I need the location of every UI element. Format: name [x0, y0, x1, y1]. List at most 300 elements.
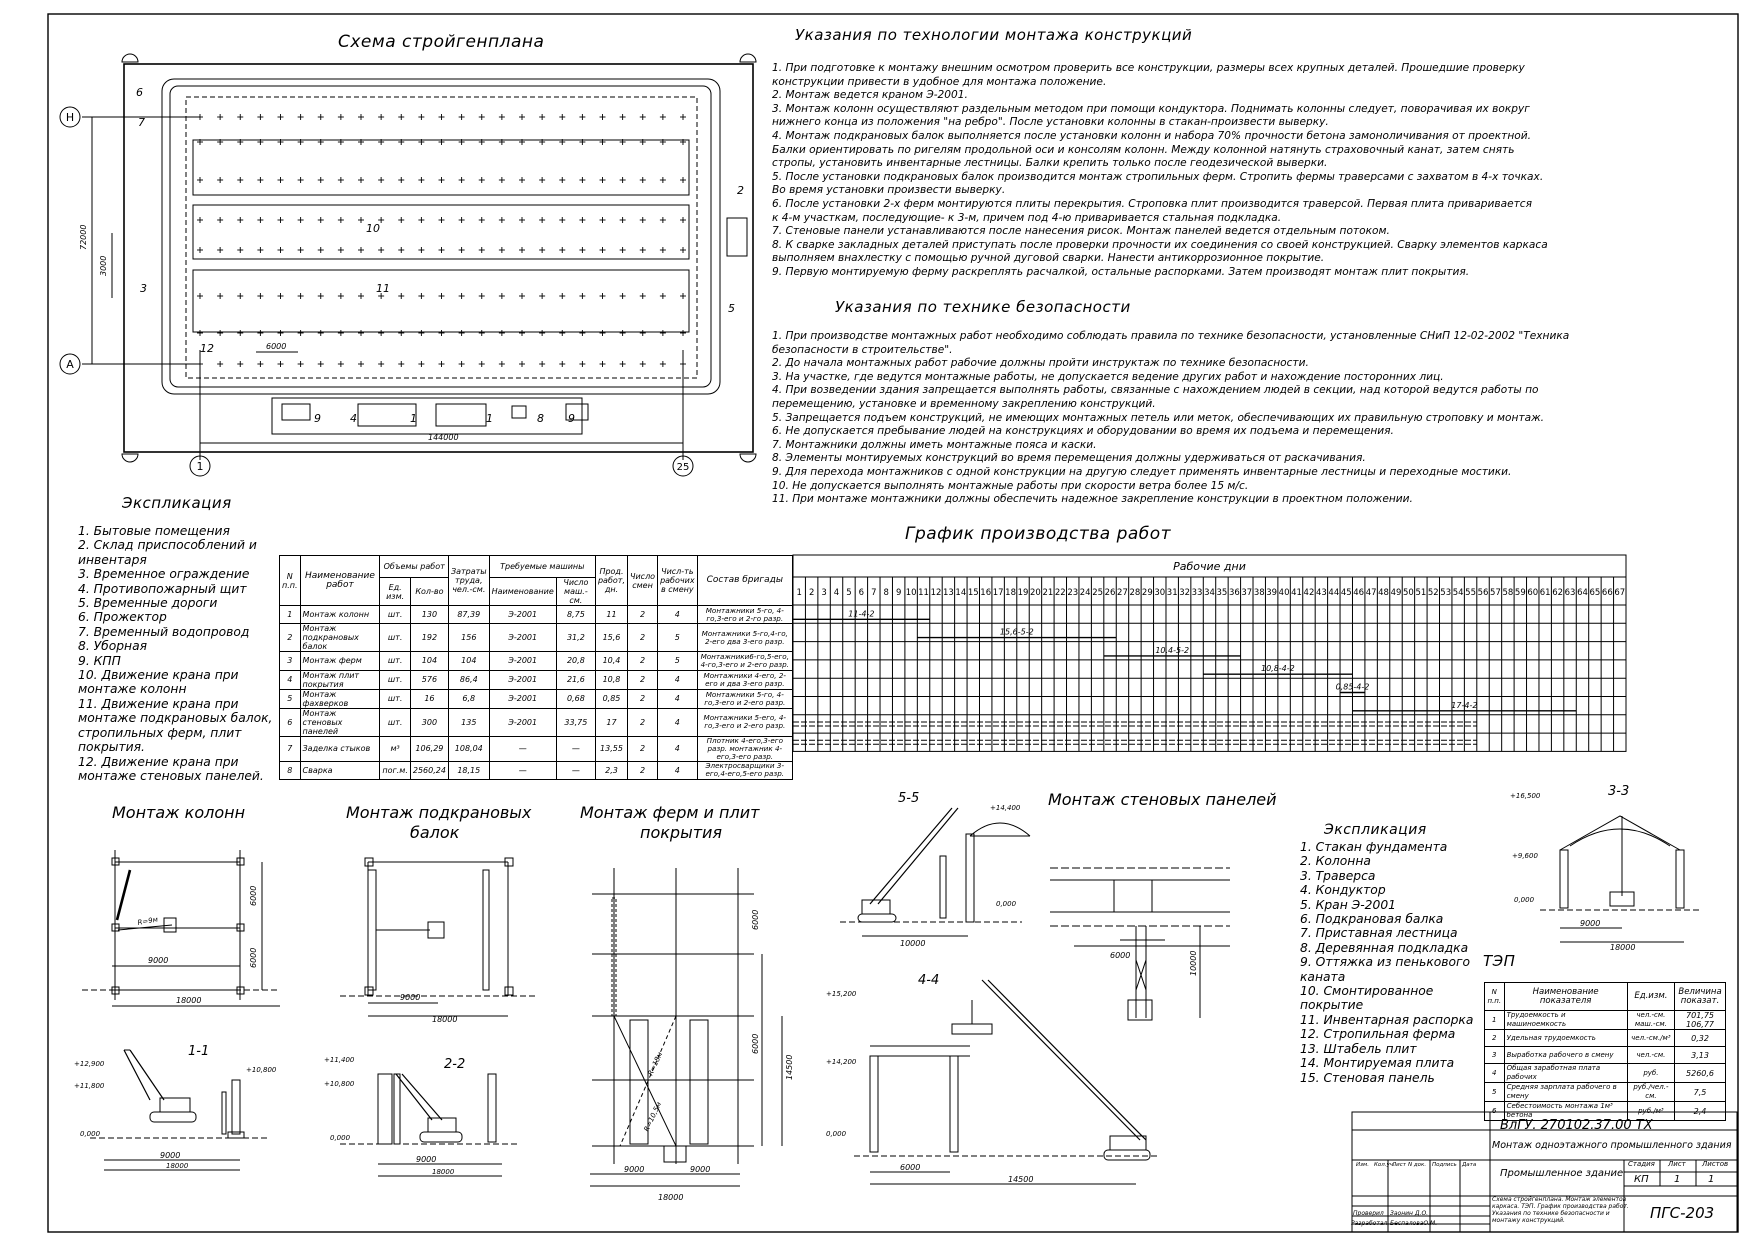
- gantt-day-label: 42: [1303, 588, 1315, 598]
- gantt-day-label: 65: [1589, 588, 1601, 598]
- safety-item: 9. Для перехода монтажников с одной конструкции на другую следует применять инвентарные лестницы и переходные мостики.: [772, 465, 1512, 478]
- site-callouts: [136, 86, 744, 425]
- hdr-qty: Кол-во: [410, 578, 448, 606]
- gantt-day-label: 21: [1042, 588, 1054, 598]
- title-block-code: ВлГУ. 270102.37.00 ТХ: [1500, 1118, 1653, 1133]
- schedule-cell-qty: 192: [410, 624, 448, 652]
- expl-site-item: 2. Склад приспособлений и: [78, 538, 257, 553]
- title-trusses-1: Монтаж ферм и плит: [580, 803, 760, 822]
- hdr-volume: Объемы работ: [380, 556, 449, 578]
- callout-label: 2: [737, 184, 744, 197]
- title-beams-2: балок: [410, 823, 460, 842]
- title-block-building: Промышленное здание: [1500, 1168, 1624, 1179]
- schedule-cell-brigade: Электросварщики 3-его,4-его,5-его разр.: [697, 761, 792, 779]
- tech-item: Во время установки произвести выверку.: [772, 184, 1006, 197]
- schedule-cell-brigade: Монтажники 5-го, 4-го,3-его и 2-го разр.: [697, 606, 792, 624]
- schedule-cell-labor: 86,4: [448, 670, 489, 689]
- gantt-day-label: 43: [1315, 588, 1327, 598]
- schedule-cell-name: Сварка: [300, 761, 380, 779]
- gantt-day-label: 18: [1005, 588, 1016, 598]
- title-block-stage-h: Стадия: [1628, 1160, 1655, 1168]
- schedule-cell-dur: 0,85: [595, 689, 627, 708]
- tep-cell-unit: руб./м³: [1627, 1102, 1674, 1121]
- tep-cell-name: Общая заработная плата рабочих: [1504, 1064, 1627, 1083]
- gantt-day-label: 63: [1564, 588, 1576, 598]
- gantt-day-label: 9: [895, 588, 902, 598]
- lvl-s33-0: 0,000: [1514, 896, 1535, 904]
- dim-72000: 72000: [79, 224, 88, 250]
- schedule-cell-brigade: Плотник 4-его,3-его разр. монтажник 4-его,3-его разр.: [697, 736, 792, 761]
- detail-walls: [1048, 790, 1277, 1020]
- gantt-bar-label: 10,8-4-2: [1260, 664, 1295, 674]
- tep-cell-value: 7,5: [1675, 1083, 1726, 1102]
- dim-3000: 3000: [99, 255, 108, 276]
- gantt-day-label: 6: [858, 588, 865, 598]
- schedule-cell-name: Монтаж подкрановых балок: [300, 624, 380, 652]
- expl-details-item: 3. Траверса: [1300, 868, 1376, 883]
- title-sec-1-1: 1-1: [188, 1044, 210, 1059]
- dim-truss-r10: R=10,5м: [642, 1100, 664, 1133]
- tep-cell-name: Трудоемкость и машиноемкость: [1504, 1011, 1627, 1030]
- gantt-workdays-label: Рабочие дни: [1173, 560, 1246, 573]
- schedule-cell-name: Монтаж ферм: [300, 652, 380, 670]
- dim-s11-9000: 9000: [160, 1151, 181, 1160]
- title-sec-3-3: 3-3: [1608, 784, 1630, 799]
- detail-section-2-2: [324, 1056, 520, 1176]
- dim-col-radius: R=9м: [136, 915, 159, 927]
- safety-item: 1. При производстве монтажных работ необходимо соблюдать правила по технике безопасности, установленные СНиП 12-02-2002 "Техника: [772, 330, 1570, 342]
- expl-details-item: 2. Колонна: [1300, 854, 1371, 869]
- schedule-cell-dur: 10,4: [595, 652, 627, 670]
- gantt-day-label: 2: [808, 588, 815, 598]
- tep-cell-n: 4: [1485, 1064, 1505, 1083]
- expl-site-item: 11. Движение крана при: [78, 696, 239, 711]
- gantt-day-label: 24: [1079, 588, 1091, 598]
- callout-label: 8: [537, 412, 544, 425]
- schedule-cell-brigade: Монтажники 5-го,4-го, 2-его два 3-его разр.: [697, 624, 792, 652]
- schedule-cell-workers: 5: [658, 652, 697, 670]
- gantt-day-label: 35: [1216, 588, 1228, 598]
- schedule-cell-machine: Э-2001: [489, 606, 556, 624]
- expl-details-item: 1. Стакан фундамента: [1300, 840, 1448, 854]
- site-plan-title: Схема стройгенплана: [338, 32, 545, 52]
- lvl-s22-11400: +11,400: [324, 1056, 355, 1064]
- title-block-sheets-h: Листов: [1702, 1160, 1729, 1168]
- title-columns: Монтаж колонн: [112, 803, 246, 822]
- gantt-day-label: 16: [980, 588, 992, 598]
- tech-item: Балки ориентировать по ригелям продольной оси и консолям колонн. Между колонной натянуть страховочный канат, затем снять: [772, 143, 1515, 156]
- temporary-road-outer: [162, 79, 720, 394]
- schedule-cell-qty: 2560,24: [410, 761, 448, 779]
- spotlight-icons: [122, 54, 756, 462]
- tep-hdr-unit: Ед.изм.: [1627, 983, 1674, 1011]
- expl-site-item: монтаже подкрановых балок,: [78, 711, 273, 726]
- schedule-cell-workers: 4: [658, 670, 697, 689]
- title-block-col-label: N док.: [1408, 1162, 1427, 1168]
- safety-item: 7. Монтажники должны иметь монтажные пояса и каски.: [772, 438, 1097, 451]
- gantt-day-label: 57: [1490, 588, 1501, 598]
- title-sec-5-5: 5-5: [898, 791, 920, 806]
- tep-cell-unit: чел.-см.: [1627, 1047, 1674, 1064]
- crane-route-11: [193, 205, 689, 259]
- schedule-cell-n: 3: [280, 652, 301, 670]
- warehouse-2: [727, 218, 747, 256]
- gantt-day-label: 67: [1614, 588, 1626, 598]
- gantt-day-label: 10: [905, 588, 917, 598]
- safety-item: 8. Элементы монтируемых конструкций во время перемещения должны удерживаться от раскачивания.: [772, 452, 1366, 465]
- schedule-cell-machine: Э-2001: [489, 652, 556, 670]
- tep-title: ТЭП: [1483, 952, 1516, 970]
- gantt-day-label: 22: [1054, 588, 1066, 598]
- schedule-cell-unit: шт.: [380, 624, 410, 652]
- gantt-day-label: 49: [1390, 588, 1402, 598]
- tech-item: 6. После установки 2-х ферм монтируются плиты перекрытия. Строповка плит производится траверсой. Первая плита приваривается: [772, 197, 1532, 210]
- dim-col-9000: 9000: [148, 956, 169, 965]
- schedule-title: График производства работ: [905, 524, 1172, 544]
- dim-truss-6000b: 6000: [751, 1033, 760, 1054]
- gantt-day-label: 66: [1601, 588, 1613, 598]
- callout-label: 4: [350, 412, 357, 425]
- title-block: [1352, 1112, 1737, 1232]
- crane-route-11b: [193, 270, 689, 332]
- schedule-cell-dur: 10,8: [595, 670, 627, 689]
- tep-cell-name: Средняя зарплата рабочего в смену: [1504, 1083, 1627, 1102]
- gantt-day-label: 29: [1141, 588, 1153, 598]
- dim-s33-18000: 18000: [1610, 943, 1636, 952]
- building-1-left: [358, 404, 416, 426]
- schedule-cell-qty: 300: [410, 708, 448, 736]
- gantt-day-label: 62: [1552, 588, 1564, 598]
- tep-cell-value: 701,75 106,77: [1675, 1011, 1726, 1030]
- schedule-cell-machine: Э-2001: [489, 670, 556, 689]
- lvl-s44-14200: +14,200: [826, 1058, 857, 1066]
- building-1-right: [436, 404, 486, 426]
- gantt-day-label: 59: [1514, 588, 1526, 598]
- lvl-s55-0: 0,000: [996, 900, 1017, 908]
- expl-details-item: 6. Подкрановая балка: [1300, 912, 1444, 927]
- schedule-cell-brigade: Монтажники 4-его, 2-его и два 3-его разр.: [697, 670, 792, 689]
- lvl-s55-14400: +14,400: [990, 804, 1021, 812]
- gantt-day-label: 4: [833, 588, 840, 598]
- dim-s22-9000: 9000: [416, 1155, 437, 1164]
- dim-truss-r18: R=18м: [646, 1050, 665, 1077]
- dim-s44-6000: 6000: [900, 1163, 921, 1172]
- tech-item: нижнего конца из положения "на ребро". После установки колонны в стакан-произвести выверку.: [772, 116, 1329, 129]
- gantt-day-label: 7: [871, 588, 877, 598]
- gantt-day-label: 54: [1452, 588, 1464, 598]
- schedule-cell-mach_shifts: 20,8: [556, 652, 595, 670]
- expl-site-item: покрытия.: [78, 740, 145, 755]
- title-beams-1: Монтаж подкрановых: [346, 803, 532, 822]
- title-block-col-label: Изм.: [1356, 1162, 1369, 1168]
- schedule-cell-mach_shifts: 31,2: [556, 624, 595, 652]
- schedule-cell-mach_shifts: 33,75: [556, 708, 595, 736]
- tep-cell-unit: руб./чел.-см.: [1627, 1083, 1674, 1102]
- schedule-cell-workers: 4: [658, 736, 697, 761]
- expl-site-item: 8. Уборная: [78, 639, 148, 654]
- schedule-cell-qty: 106,29: [410, 736, 448, 761]
- schedule-cell-n: 7: [280, 736, 301, 761]
- schedule-cell-dur: 17: [595, 708, 627, 736]
- schedule-cell-labor: 104: [448, 652, 489, 670]
- gantt-day-label: 15: [967, 588, 979, 598]
- gantt-day-label: 19: [1017, 588, 1029, 598]
- schedule-cell-shifts: 2: [627, 606, 657, 624]
- schedule-cell-dur: 2,3: [595, 761, 627, 779]
- gantt-bar-label: 15,6-5-2: [999, 627, 1034, 637]
- callout-label: 5: [728, 302, 735, 315]
- gantt-day-label: 55: [1465, 588, 1477, 598]
- gantt-day-label: 60: [1527, 588, 1539, 598]
- tep-cell-value: 2,4: [1675, 1102, 1726, 1121]
- axis-label-1: 1: [196, 460, 204, 473]
- expl-site-item: 10. Движение крана при: [78, 668, 239, 683]
- hdr-labor: Затраты труда, чел.-см.: [448, 556, 489, 606]
- title-block-checked-label: Проверил: [1353, 1210, 1384, 1217]
- dim-truss-18000: 18000: [658, 1193, 684, 1202]
- tech-item: 5. После установки подкрановых балок производится монтаж стропильных ферм. Стропить фермы траверсами с захватом в 4-х точках.: [772, 170, 1544, 183]
- gantt-day-label: 56: [1477, 588, 1489, 598]
- schedule-cell-shifts: 2: [627, 708, 657, 736]
- gantt-chart: [793, 555, 1626, 751]
- dim-truss-9000b: 9000: [690, 1165, 711, 1174]
- crane-route-10: [193, 140, 689, 195]
- lvl-s22-10800: +10,800: [324, 1080, 355, 1088]
- gantt-day-label: 34: [1204, 588, 1215, 598]
- schedule-cell-qty: 104: [410, 652, 448, 670]
- schedule-cell-qty: 130: [410, 606, 448, 624]
- expl-site-item: 5. Временные дороги: [78, 596, 218, 611]
- schedule-cell-workers: 5: [658, 624, 697, 652]
- tep-cell-n: 5: [1485, 1083, 1505, 1102]
- dim-beam-9000: 9000: [400, 993, 421, 1002]
- gantt-day-label: 1: [796, 588, 802, 598]
- safety-title: Указания по технике безопасности: [835, 298, 1131, 316]
- schedule-cell-machine: Э-2001: [489, 624, 556, 652]
- expl-site-item: 12. Движение крана при: [78, 754, 239, 769]
- title-block-col-label: Кол.уч.: [1374, 1162, 1395, 1168]
- schedule-cell-n: 6: [280, 708, 301, 736]
- gantt-day-label: 61: [1539, 588, 1551, 598]
- title-block-developed-name: БеспаловаО.М.: [1390, 1220, 1438, 1227]
- tep-hdr-n: N п.п.: [1485, 983, 1505, 1011]
- column-grid: [197, 114, 686, 367]
- expl-details-item: 5. Кран Э-2001: [1300, 897, 1396, 912]
- title-block-sheets: 1: [1708, 1174, 1715, 1185]
- lvl-s11-11800: +11,800: [74, 1082, 105, 1090]
- gantt-day-label: 17: [992, 588, 1004, 598]
- gantt-day-label: 52: [1427, 588, 1439, 598]
- callout-label: 12: [200, 342, 214, 355]
- hdr-machine-shifts: Число маш.-см.: [556, 578, 595, 606]
- dim-col-18000: 18000: [176, 996, 202, 1005]
- tech-item: 9. Первую монтируемую ферму раскреплять расчалкой, остальные распорками. Затем производят монтаж плит покрытия.: [772, 265, 1470, 278]
- callout-label: 10: [366, 222, 380, 235]
- tech-item: стропы, установить инвентарные лестницы. Балки крепить только после геодезической выверки.: [772, 157, 1328, 170]
- expl-details-item: каната: [1300, 969, 1346, 984]
- tep-cell-unit: руб.: [1627, 1064, 1674, 1083]
- safety-item: 11. При монтаже монтажники должны обеспечить надежное закрепление конструкции в проектном положении.: [772, 493, 1413, 506]
- schedule-cell-name: Заделка стыков: [300, 736, 380, 761]
- schedule-cell-mach_shifts: 8,75: [556, 606, 595, 624]
- safety-item: 3. На участке, где ведутся монтажные работы, не допускается ведение других работ и нахождение посторонних лиц.: [772, 370, 1444, 383]
- schedule-cell-shifts: 2: [627, 689, 657, 708]
- expl-site-item: 1. Бытовые помещения: [78, 524, 230, 538]
- schedule-cell-shifts: 2: [627, 624, 657, 652]
- gantt-day-label: 45: [1340, 588, 1352, 598]
- hdr-machine-name: Наименование: [489, 578, 556, 606]
- title-block-col-label: Дата: [1462, 1162, 1477, 1168]
- schedule-cell-unit: шт.: [380, 708, 410, 736]
- lvl-s44-0: 0,000: [826, 1130, 847, 1138]
- tech-item: 3. Монтаж колонн осуществляют раздельным методом при помощи кондуктора. Поднимать колонны следует, поворачивая их вокруг: [772, 102, 1530, 115]
- tep-cell-n: 1: [1485, 1011, 1505, 1030]
- callout-label: 1: [410, 412, 417, 425]
- schedule-cell-mach_shifts: —: [556, 736, 595, 761]
- title-block-project: Монтаж одноэтажного промышленного здания: [1492, 1140, 1732, 1151]
- schedule-cell-name: Монтаж колонн: [300, 606, 380, 624]
- gantt-day-label: 51: [1415, 588, 1427, 598]
- gantt-day-label: 53: [1440, 588, 1452, 598]
- schedule-cell-dur: 15,6: [595, 624, 627, 652]
- gantt-day-label: 46: [1353, 588, 1365, 598]
- expl-site-item: 7. Временный водопровод: [78, 624, 250, 639]
- dim-s11-18000: 18000: [166, 1162, 189, 1170]
- gantt-day-label: 28: [1129, 588, 1141, 598]
- dim-col-6000a: 6000: [249, 885, 258, 906]
- safety-item: 4. При возведении здания запрещается выполнять работы, связанные с нахождением людей в секции, над которой ведутся работы по: [772, 384, 1539, 397]
- expl-details-item: 14. Монтируемая плита: [1300, 1056, 1455, 1071]
- expl-details-item: 15. Стеновая панель: [1300, 1070, 1435, 1085]
- dim-truss-14500: 14500: [785, 1054, 794, 1080]
- gantt-day-label: 12: [930, 588, 942, 598]
- title-block-developed-label: Разработал: [1351, 1220, 1388, 1227]
- gantt-day-label: 64: [1577, 588, 1588, 598]
- dim-col-6000b: 6000: [249, 947, 258, 968]
- gantt-day-label: 37: [1241, 588, 1253, 598]
- title-sec-4-4: 4-4: [918, 973, 940, 988]
- schedule-cell-shifts: 2: [627, 761, 657, 779]
- tech-instructions-title: Указания по технологии монтажа конструкций: [795, 26, 1193, 44]
- title-block-contents: Схема стройгенплана. Монтаж элементов каркаса. ТЭП. График производства работ. Указания по технике безопасности и монтажу конструкций.: [1492, 1196, 1629, 1224]
- dim-beam-18000: 18000: [432, 1015, 458, 1024]
- title-sec-2-2: 2-2: [444, 1057, 466, 1072]
- schedule-cell-brigade: Монтажники 5-его, 4-го,3-его и 2-его разр.: [697, 708, 792, 736]
- tep-cell-n: 6: [1485, 1102, 1505, 1121]
- safety-item: 5. Запрещается подъем конструкций, не имеющих монтажных петель или меток, обеспечивающих их правильную строповку и монтаж.: [772, 411, 1545, 424]
- schedule-cell-name: Монтаж фахверков: [300, 689, 380, 708]
- schedule-cell-machine: —: [489, 736, 556, 761]
- gantt-day-label: 44: [1328, 588, 1340, 598]
- schedule-cell-unit: шт.: [380, 689, 410, 708]
- tech-item: 8. К сварке закладных деталей приступать после проверки прочности их соединения со своей конструкцией. Сварку элементов каркаса: [772, 238, 1548, 251]
- tech-item: 4. Монтаж подкрановых балок выполняется после установки колонн и набора 70% прочности бетона замоноличивания от проектной.: [772, 129, 1531, 142]
- schedule-cell-workers: 4: [658, 708, 697, 736]
- safety-item: 2. До начала монтажных работ рабочие должны пройти инструктаж по технике безопасности.: [772, 357, 1309, 370]
- dim-s22-18000: 18000: [432, 1168, 455, 1176]
- title-block-stage: КП: [1634, 1174, 1649, 1185]
- tep-hdr-value: Величина показат.: [1675, 983, 1726, 1011]
- tech-item: выполняем внахлестку с помощью ручной дуговой сварки. Нанести антикоррозионное покрытие.: [772, 252, 1325, 265]
- schedule-cell-labor: 6,8: [448, 689, 489, 708]
- tech-item: 2. Монтаж ведется краном Э-2001.: [772, 89, 968, 102]
- schedule-cell-n: 4: [280, 670, 301, 689]
- expl-site-item: 3. Временное ограждение: [78, 567, 250, 582]
- schedule-cell-dur: 11: [595, 606, 627, 624]
- schedule-cell-n: 1: [280, 606, 301, 624]
- explication-details-title: Экспликация: [1324, 822, 1427, 838]
- callout-label: 3: [140, 282, 147, 295]
- schedule-cell-machine: Э-2001: [489, 689, 556, 708]
- axis-label-25: 25: [676, 462, 690, 473]
- safety-item: безопасности в строительстве".: [772, 343, 953, 356]
- hdr-n: N п.п.: [280, 556, 301, 606]
- gantt-day-label: 41: [1291, 588, 1302, 598]
- schedule-cell-machine: Э-2001: [489, 708, 556, 736]
- schedule-cell-mach_shifts: 21,6: [556, 670, 595, 689]
- callout-label: 6: [136, 86, 143, 99]
- schedule-cell-brigade: Монтажники6-го,5-его, 4-го,3-его и 2-его разр.: [697, 652, 792, 670]
- safety-item: 10. Не допускается выполнять монтажные работы при скорости ветра более 15 м/с.: [772, 479, 1249, 492]
- title-block-checked-name: Заонин Д.О.: [1390, 1210, 1429, 1217]
- schedule-cell-workers: 4: [658, 689, 697, 708]
- dim-w-10000: 10000: [1189, 950, 1198, 976]
- gantt-day-label: 38: [1253, 588, 1265, 598]
- expl-details-item: 12. Стропильная ферма: [1300, 1027, 1456, 1042]
- expl-details-item: 11. Инвентарная распорка: [1300, 1012, 1474, 1027]
- schedule-cell-unit: пог.м.: [380, 761, 410, 779]
- schedule-cell-shifts: 2: [627, 736, 657, 761]
- safety-item: перемещению, установке и временному закреплению конструкций.: [772, 397, 1156, 410]
- lvl-s33-9600: +9,600: [1512, 852, 1538, 860]
- building-8: [512, 406, 526, 418]
- expl-site-item: стропильных ферм, плит: [78, 725, 242, 740]
- schedule-cell-unit: м³: [380, 736, 410, 761]
- schedule-cell-unit: шт.: [380, 652, 410, 670]
- schedule-cell-unit: шт.: [380, 670, 410, 689]
- dim-s33-9000: 9000: [1580, 919, 1601, 928]
- title-block-sheet: 1: [1674, 1174, 1681, 1185]
- tech-item: конструкции привести в удобное для монтажа положение.: [772, 75, 1107, 88]
- tep-cell-name: Удельная трудоемкость: [1504, 1030, 1627, 1047]
- schedule-cell-mach_shifts: —: [556, 761, 595, 779]
- gantt-day-label: 58: [1502, 588, 1514, 598]
- expl-details-item: 8. Деревянная подкладка: [1300, 940, 1469, 955]
- expl-details-item: покрытие: [1300, 998, 1364, 1013]
- schedule-cell-labor: 108,04: [448, 736, 489, 761]
- gantt-day-label: 8: [883, 588, 889, 598]
- schedule-cell-qty: 576: [410, 670, 448, 689]
- dim-w-6000: 6000: [1110, 951, 1131, 960]
- gantt-bar-label: 11-4-2: [848, 609, 875, 619]
- schedule-cell-name: Монтаж стеновых панелей: [300, 708, 380, 736]
- expl-site-item: монтаже колонн: [78, 682, 187, 697]
- gantt-day-label: 14: [955, 588, 967, 598]
- tep-cell-unit: чел.-см. маш.-см.: [1627, 1011, 1674, 1030]
- gantt-bar-label: 0,85-4-2: [1335, 682, 1370, 692]
- schedule-cell-shifts: 2: [627, 652, 657, 670]
- site-plan: [60, 54, 756, 476]
- gantt-day-label: 48: [1378, 588, 1389, 598]
- expl-details-item: 9. Оттяжка из пенькового: [1300, 955, 1471, 970]
- tech-item: 7. Стеновые панели устанавливаются после нанесения рисок. Монтаж панелей ведется отдельным потоком.: [772, 225, 1390, 238]
- gantt-day-label: 36: [1228, 588, 1240, 598]
- gantt-day-label: 40: [1278, 588, 1290, 598]
- title-block-group: ПГС-203: [1650, 1204, 1715, 1222]
- title-walls: Монтаж стеновых панелей: [1048, 790, 1277, 809]
- title-block-col-label: Подпись: [1432, 1162, 1457, 1168]
- gantt-day-label: 13: [942, 588, 954, 598]
